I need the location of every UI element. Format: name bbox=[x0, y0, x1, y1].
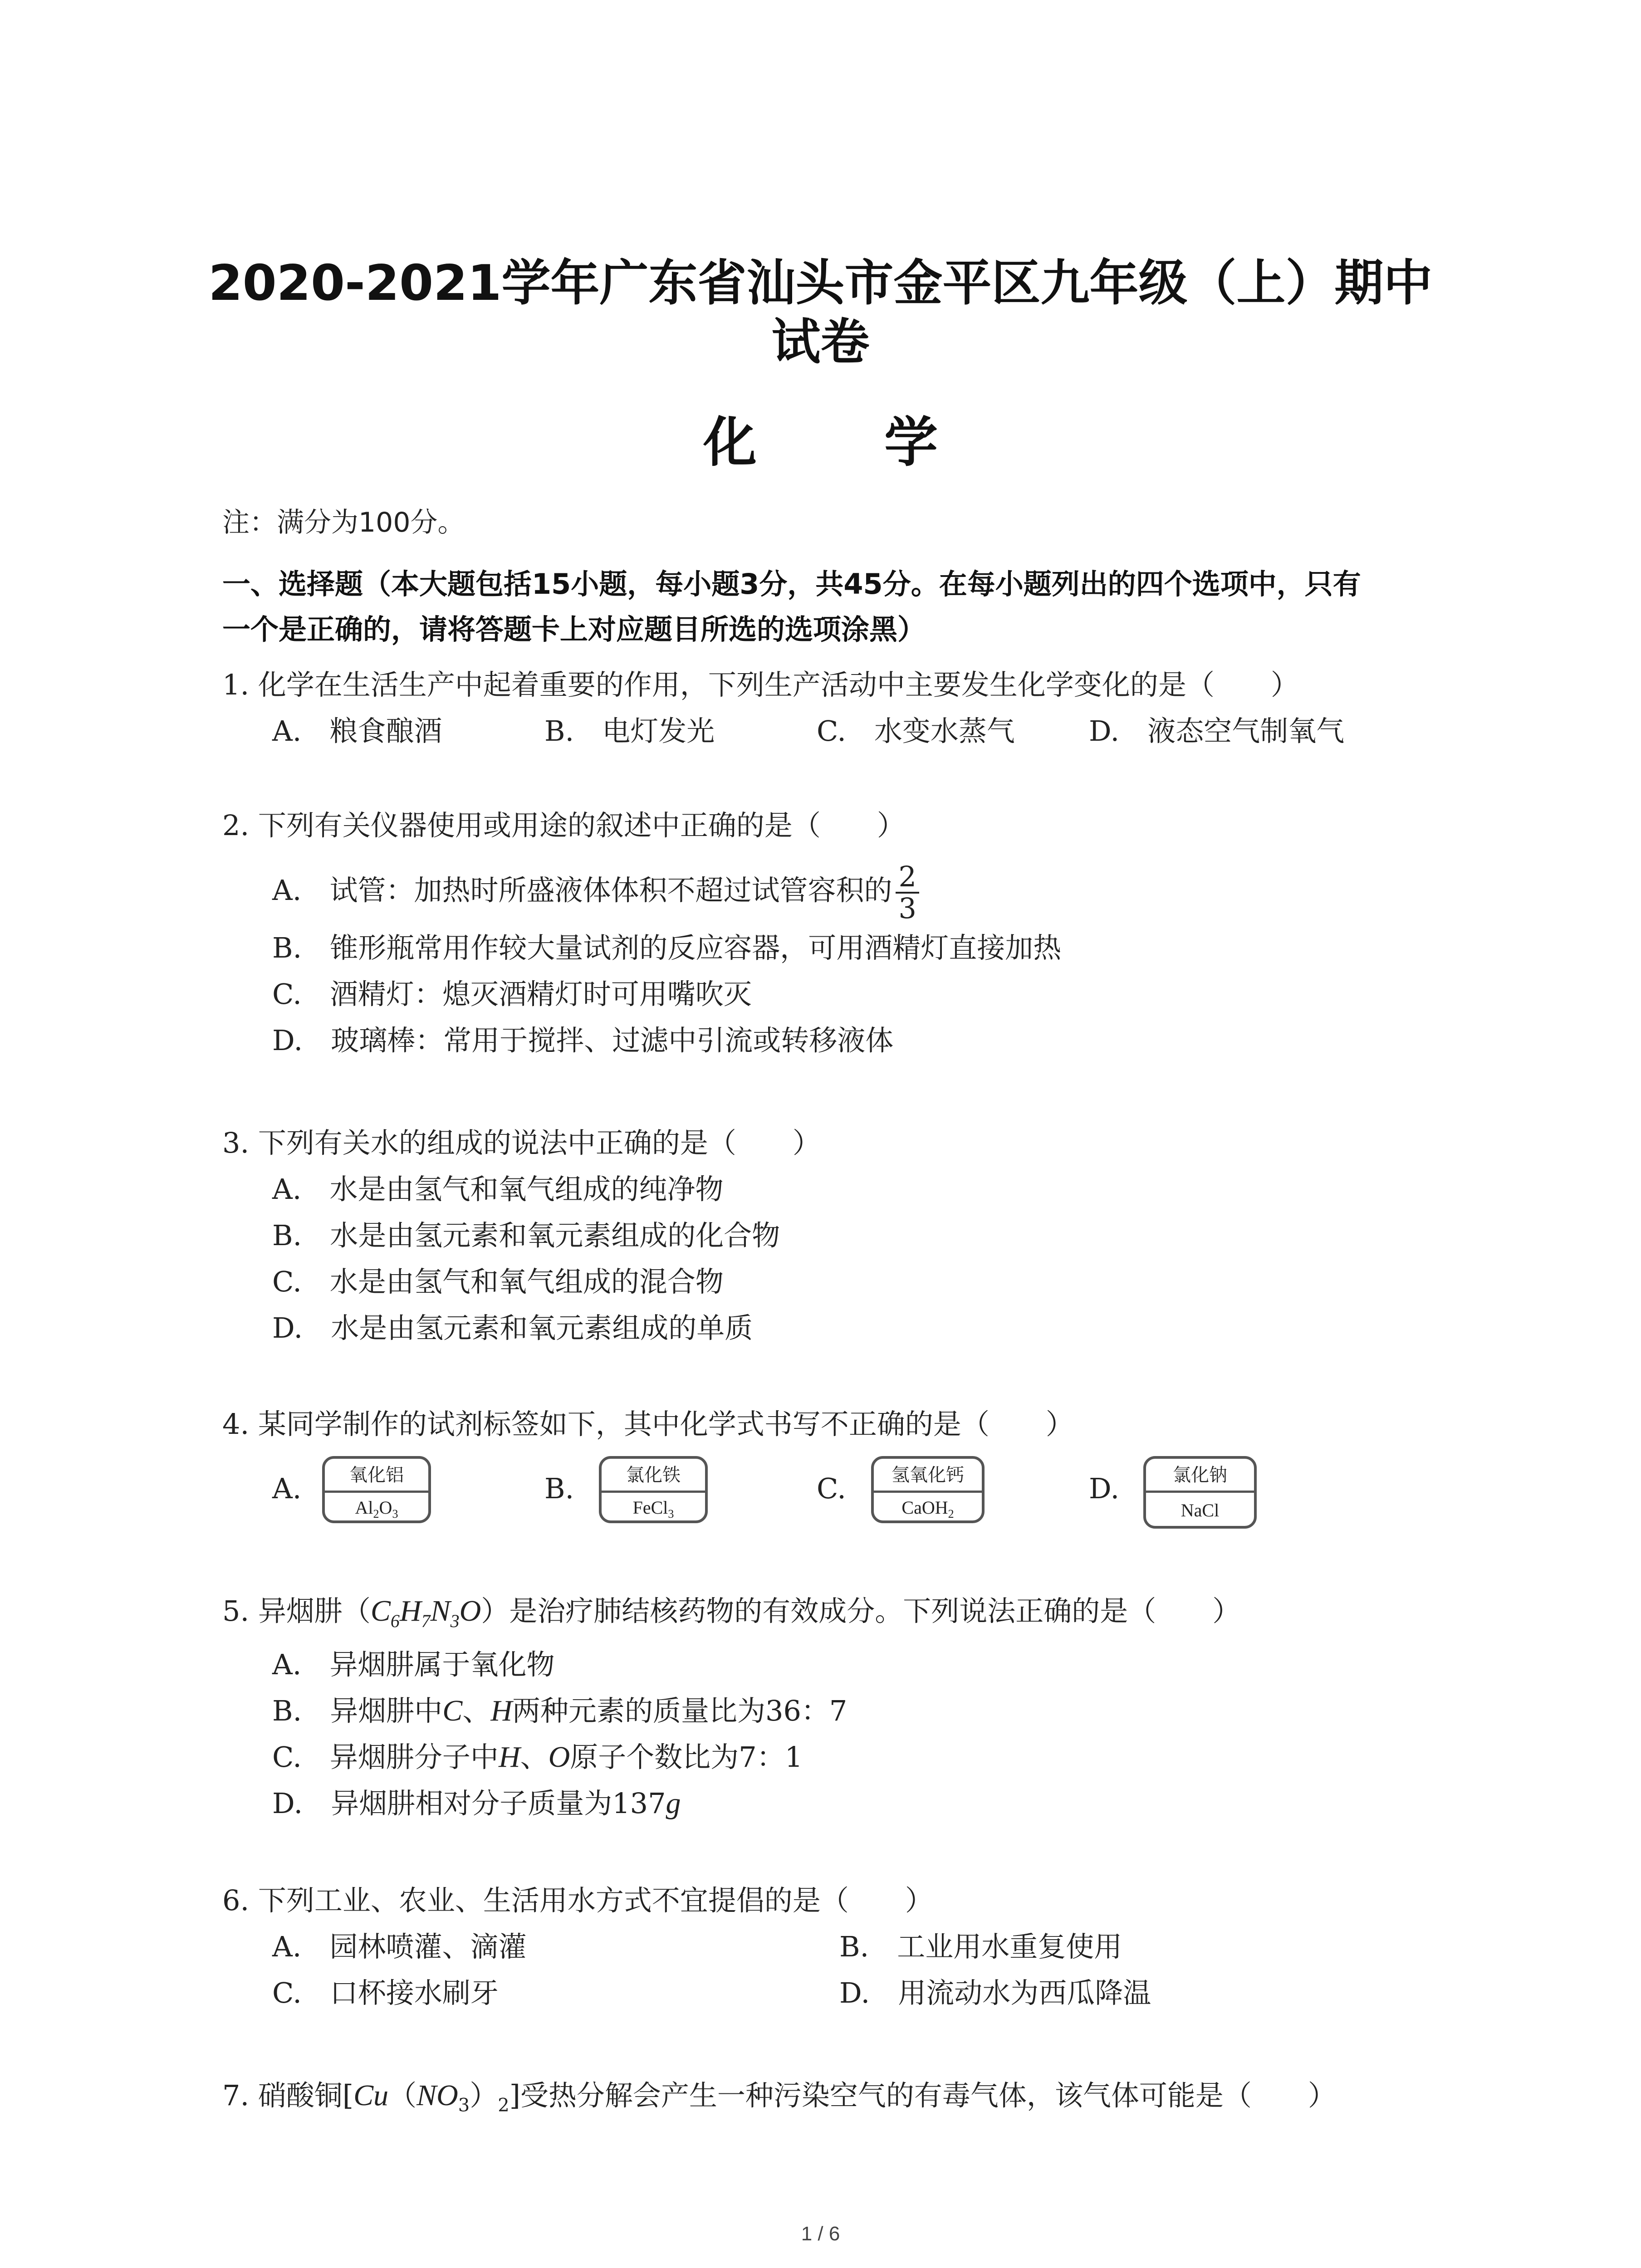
element-symbols: C bbox=[442, 1694, 463, 1727]
label-divider bbox=[874, 1491, 982, 1493]
formula-subscript: 2 bbox=[498, 2095, 509, 2116]
score-note: 注：满分为100分。 bbox=[222, 507, 465, 538]
question-2-option-a bbox=[272, 862, 919, 924]
subject-heading: 化 学 bbox=[703, 411, 993, 474]
question-1-option-b: B. 电灯发光 bbox=[544, 714, 715, 748]
question-4-option-c-letter: C. bbox=[817, 1472, 846, 1505]
question-6-option-b: B. 工业用水重复使用 bbox=[839, 1930, 1122, 1963]
reagent-label-a bbox=[322, 1456, 431, 1523]
page-number: 1 / 6 bbox=[801, 2223, 840, 2245]
unit-symbol: g bbox=[666, 1787, 681, 1820]
reagent-name: 氧化铝 bbox=[349, 1465, 404, 1486]
question-1-option-c: C. 水变水蒸气 bbox=[817, 714, 1015, 748]
question-2-option-c: C. 酒精灯：熄灭酒精灯时可用嘴吹灭 bbox=[272, 978, 752, 1011]
chemical-formula: NO bbox=[416, 2079, 458, 2112]
question-5-stem-start: 5. 异烟肼（ bbox=[222, 1594, 371, 1628]
question-6-option-a: A. 园林喷灌、滴灌 bbox=[272, 1930, 527, 1963]
reagent-name: 氯化钠 bbox=[1173, 1465, 1227, 1486]
formula-subscript: 3 bbox=[392, 1507, 398, 1520]
question-5-stem-end: ）是治疗肺结核药物的有效成分。下列说法正确的是（ ） bbox=[481, 1594, 1241, 1628]
question-1-stem: 1. 化学在生活生产中起着重要的作用，下列生产活动中主要发生化学变化的是（ ） bbox=[222, 668, 1299, 701]
formula-part: FeCl bbox=[632, 1497, 668, 1518]
question-5-option-b-start: B. 异烟肼中 bbox=[272, 1694, 443, 1727]
section1-instructions-line2: 一个是正确的，请将答题卡上对应题目所选的选项涂黑） bbox=[222, 613, 926, 646]
question-7-stem-start: 7. 硝酸铜[ bbox=[222, 2079, 354, 2112]
question-3-stem: 3. 下列有关水的组成的说法中正确的是（ ） bbox=[222, 1126, 821, 1159]
question-4-option-b-letter: B. bbox=[544, 1472, 574, 1505]
section1-instructions-line1: 一、选择题（本大题包括15小题，每小题3分，共45分。在每小题列出的四个选项中，只有 bbox=[222, 567, 1361, 601]
chemical-formula: Cu bbox=[353, 2079, 389, 2112]
question-5-stem bbox=[222, 1593, 1240, 1639]
question-1-option-a: A. 粮食酿酒 bbox=[272, 714, 442, 748]
reagent-label-b bbox=[599, 1456, 708, 1523]
formula-subscript: 3 bbox=[668, 1507, 674, 1520]
reagent-formula: NaCl bbox=[1181, 1500, 1220, 1520]
reagent-label-c bbox=[871, 1456, 985, 1523]
formula-part: CaOH bbox=[901, 1497, 948, 1518]
formula-part: Al bbox=[355, 1497, 373, 1518]
question-7-stem: 7. 硝酸铜$[Cu(NO_3)_2]$受热分解会产生一种污染空气的有毒气体，该气体可能是（ ） bbox=[222, 2079, 1336, 2116]
reagent-label-d bbox=[1143, 1456, 1257, 1529]
reagent-formula bbox=[874, 1495, 982, 1527]
question-6-stem: 6. 下列工业、农业、生活用水方式不宜提倡的是（ ） bbox=[222, 1884, 933, 1917]
question-5-option-d-text: D. 异烟肼相对分子质量为137 bbox=[272, 1787, 666, 1820]
question-1-option-d: D. 液态空气制氧气 bbox=[1089, 714, 1345, 748]
element-symbols: H bbox=[498, 1740, 520, 1774]
element-symbols: O bbox=[548, 1740, 570, 1774]
label-divider bbox=[602, 1491, 705, 1493]
question-5-option-c-start: C. 异烟肼分子中 bbox=[272, 1740, 499, 1774]
formula-subscript: 2 bbox=[948, 1507, 954, 1520]
question-3-option-a: A. 水是由氢气和氧气组成的纯净物 bbox=[272, 1173, 724, 1206]
formula-part: O bbox=[379, 1497, 392, 1518]
question-5-option-c: C. 异烟肼分子中H、O原子个数比为7：1 bbox=[272, 1740, 803, 1774]
question-2-option-a-text: A. 试管：加热时所盛液体体积不超过试管容积的 bbox=[272, 874, 892, 907]
question-2-stem: 2. 下列有关仪器使用或用途的叙述中正确的是（ ） bbox=[222, 809, 905, 842]
question-4-option-d-letter: D. bbox=[1089, 1472, 1120, 1505]
question-5-option-b-end: 两种元素的质量比为36：7 bbox=[512, 1694, 847, 1727]
question-7-stem-end: 受热分解会产生一种污染空气的有毒气体，该气体可能是（ ） bbox=[520, 2079, 1336, 2112]
label-divider bbox=[1146, 1491, 1254, 1493]
question-5-option-b: B. 异烟肼中C、H两种元素的质量比为36：7 bbox=[272, 1694, 847, 1727]
question-3-option-b: B. 水是由氢元素和氧元素组成的化合物 bbox=[272, 1219, 780, 1252]
reagent-name: 氯化铁 bbox=[626, 1465, 681, 1486]
reagent-formula bbox=[602, 1495, 705, 1527]
question-6-option-c: C. 口杯接水刷牙 bbox=[272, 1976, 499, 2009]
reagent-formula bbox=[325, 1495, 428, 1527]
question-4-option-a-letter: A. bbox=[272, 1472, 302, 1505]
question-5-option-d bbox=[272, 1785, 681, 1822]
formula-subscript: 3 bbox=[458, 2095, 470, 2116]
fraction bbox=[896, 862, 919, 924]
question-5-option-c-end: 原子个数比为7：1 bbox=[570, 1740, 803, 1774]
question-3-option-d: D. 水是由氢元素和氧元素组成的单质 bbox=[272, 1311, 753, 1344]
label-divider bbox=[325, 1491, 428, 1493]
question-5-option-a: A. 异烟肼属于氧化物 bbox=[272, 1648, 555, 1681]
question-6-option-d: D. 用流动水为西瓜降温 bbox=[839, 1976, 1151, 2009]
reagent-name: 氢氧化钙 bbox=[892, 1465, 964, 1486]
question-3-option-c: C. 水是由氢气和氧气组成的混合物 bbox=[272, 1265, 724, 1298]
fraction-numerator: 2 bbox=[896, 862, 919, 894]
exam-title-line1: 2020-2021学年广东省汕头市金平区九年级（上）期中 bbox=[208, 255, 1433, 312]
formula-subscript: 2 bbox=[373, 1507, 379, 1520]
question-2-option-b: B. 锥形瓶常用作较大量试剂的反应容器，可用酒精灯直接加热 bbox=[272, 931, 1062, 964]
question-2-option-d: D. 玻璃棒：常用于搅拌、过滤中引流或转移液体 bbox=[272, 1024, 894, 1057]
exam-title-line2: 试卷 bbox=[771, 314, 870, 371]
element-symbols: H bbox=[490, 1694, 512, 1727]
molecular-formula: $C_6H_7N_3O$ bbox=[370, 1594, 481, 1632]
question-4-stem: 4. 某同学制作的试剂标签如下，其中化学式书写不正确的是（ ） bbox=[222, 1408, 1074, 1441]
fraction-denominator: 3 bbox=[898, 892, 916, 925]
